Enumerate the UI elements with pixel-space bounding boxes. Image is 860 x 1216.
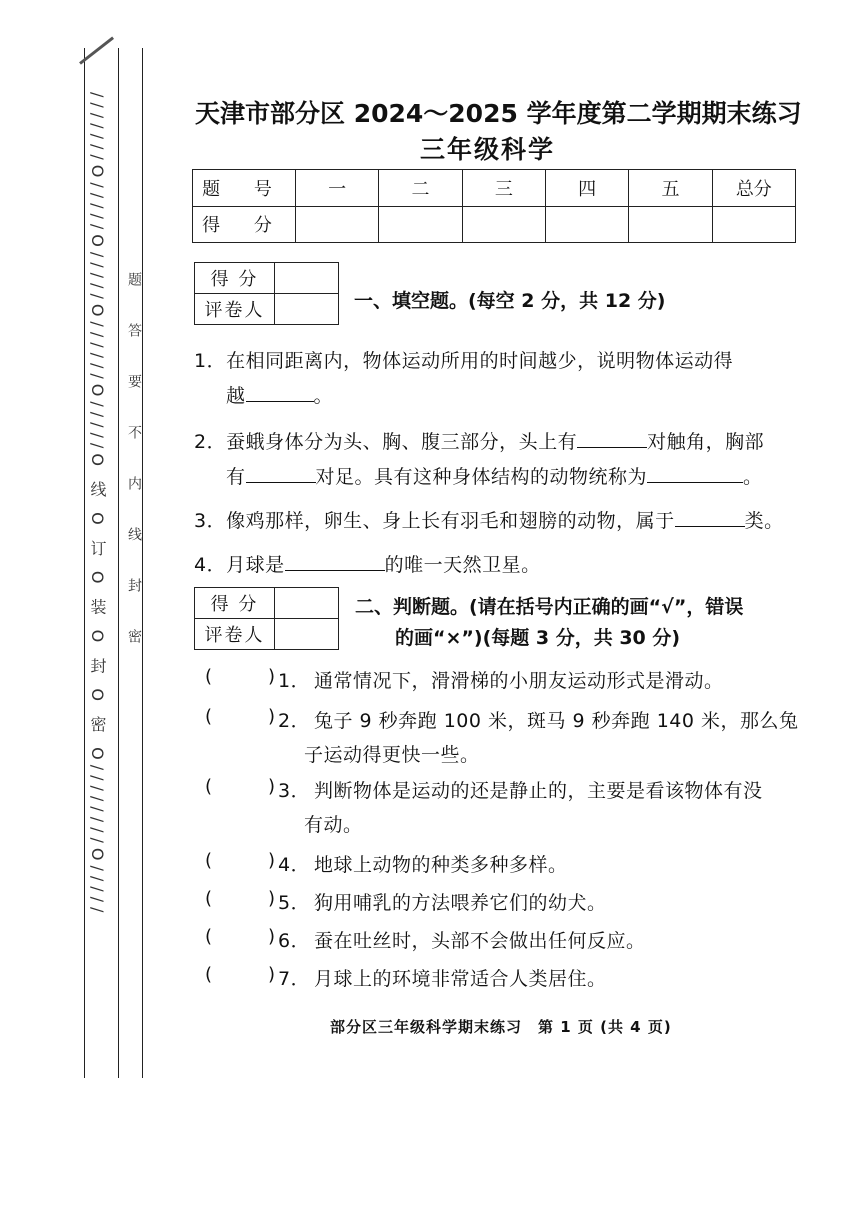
answer-paren-close: ): [268, 776, 276, 797]
answer-paren-open: (: [205, 964, 213, 985]
score-table: [192, 169, 796, 243]
grader-name-cell[interactable]: [275, 619, 339, 650]
question-3: 3．像鸡那样，卵生、身上长有羽毛和翅膀的动物，属于 类。: [194, 510, 784, 532]
score-col-5: 五: [629, 170, 712, 207]
grader-score-label: 得 分: [195, 588, 275, 619]
answer-paren-close: ): [268, 666, 276, 687]
answer-paren-close: ): [268, 888, 276, 909]
score-col-1: 一: [296, 170, 379, 207]
answer-blank[interactable]: [577, 429, 647, 448]
question-1-line-2: 越 。: [226, 385, 334, 407]
grader-score-cell[interactable]: [275, 263, 339, 294]
answer-paren-close: ): [268, 706, 276, 727]
tf-item-text: 月球上的环境非常适合人类居住。: [314, 968, 607, 990]
tf-item-number: 6．: [278, 930, 311, 952]
question-4: 4．月球是 的唯一天然卫星。: [194, 554, 541, 576]
exam-title: 天津市部分区 2024～2025 学年度第二学期期末练习: [195, 99, 802, 128]
binding-line-left: [84, 48, 85, 1078]
answer-paren-open: (: [205, 926, 213, 947]
tf-item-text-continued: 有动。: [304, 814, 363, 836]
score-cell[interactable]: [545, 206, 628, 243]
score-table-score-row: [193, 206, 796, 243]
grader-name-cell[interactable]: [275, 294, 339, 325]
grader-name-label: 评卷人: [195, 619, 275, 650]
score-col-2: 二: [379, 170, 462, 207]
tf-item-text: 狗用哺乳的方法喂养它们的幼犬。: [314, 892, 607, 914]
binding-line-right: [118, 48, 119, 1078]
answer-blank[interactable]: [675, 508, 745, 527]
score-cell[interactable]: [379, 206, 462, 243]
grader-name-label: 评卷人: [195, 294, 275, 325]
answer-paren-close: ): [268, 926, 276, 947]
score-cell[interactable]: [629, 206, 712, 243]
tf-item-text: 地球上动物的种类多种多样。: [314, 854, 568, 876]
section-2-heading-line-2: 的画“×”)(每题 3 分，共 30 分): [395, 627, 681, 649]
grader-score-cell[interactable]: [275, 588, 339, 619]
tf-item-text: 兔子 9 秒奔跑 100 米，斑马 9 秒奔跑 140 米，那么兔: [314, 710, 799, 732]
tf-item-text: 通常情况下，滑滑梯的小朋友运动形式是滑动。: [314, 670, 724, 692]
tf-item-number: 1．: [278, 670, 311, 692]
tf-item-text: 蚕在吐丝时，头部不会做出任何反应。: [314, 930, 646, 952]
answer-paren-close: ): [268, 964, 276, 985]
binding-inner-text: 题答要不内线封密: [126, 272, 142, 680]
tf-item-number: 4．: [278, 854, 311, 876]
answer-paren-open: (: [205, 776, 213, 797]
score-cell[interactable]: [712, 206, 795, 243]
tf-item-number: 7．: [278, 968, 311, 990]
answer-blank[interactable]: [647, 464, 743, 483]
score-col-3: 三: [462, 170, 545, 207]
answer-paren-close: ): [268, 850, 276, 871]
grader-score-label: 得 分: [195, 263, 275, 294]
tf-item-number: 3．: [278, 780, 311, 802]
answer-paren-open: (: [205, 706, 213, 727]
answer-paren-open: (: [205, 850, 213, 871]
grader-box-1: [194, 262, 339, 325]
question-2-line-1: 2．蚕蛾身体分为头、胸、腹三部分，头上有 对触角，胸部: [194, 431, 765, 453]
exam-subtitle: 三年级科学: [420, 135, 556, 164]
score-cell[interactable]: [296, 206, 379, 243]
answer-blank[interactable]: [285, 552, 385, 571]
score-table-header-row: [193, 170, 796, 207]
grader-box-2: [194, 587, 339, 650]
tf-item-text-continued: 子运动得更快一些。: [304, 744, 480, 766]
score-col-4: 四: [545, 170, 628, 207]
section-2-heading-line-1: 二、判断题。(请在括号内正确的画“√”，错误: [355, 596, 744, 618]
page-footer: 部分区三年级科学期末练习 第 1 页 (共 4 页): [330, 1018, 672, 1036]
answer-blank[interactable]: [246, 464, 316, 483]
question-2-line-2: 有 对足。具有这种身体结构的动物统称为 。: [226, 466, 763, 488]
answer-blank[interactable]: [246, 383, 314, 402]
score-label: 得 分: [193, 206, 296, 243]
tf-item-text: 判断物体是运动的还是静止的，主要是看该物体有没: [314, 780, 763, 802]
tf-item-number: 2．: [278, 710, 311, 732]
answer-paren-open: (: [205, 666, 213, 687]
question-number-label: 题 号: [193, 170, 296, 207]
score-cell[interactable]: [462, 206, 545, 243]
score-col-total: 总分: [712, 170, 795, 207]
tf-item-number: 5．: [278, 892, 311, 914]
section-1-heading: 一、填空题。(每空 2 分，共 12 分): [354, 290, 666, 312]
answer-paren-open: (: [205, 888, 213, 909]
question-1-line-1: 1．在相同距离内，物体运动所用的时间越少，说明物体运动得: [194, 350, 734, 372]
binding-outer-text: ///////O/////O/////O//////O/////O 线 O 订 O 装 O 封 O 密 O////////O/////: [88, 92, 107, 918]
